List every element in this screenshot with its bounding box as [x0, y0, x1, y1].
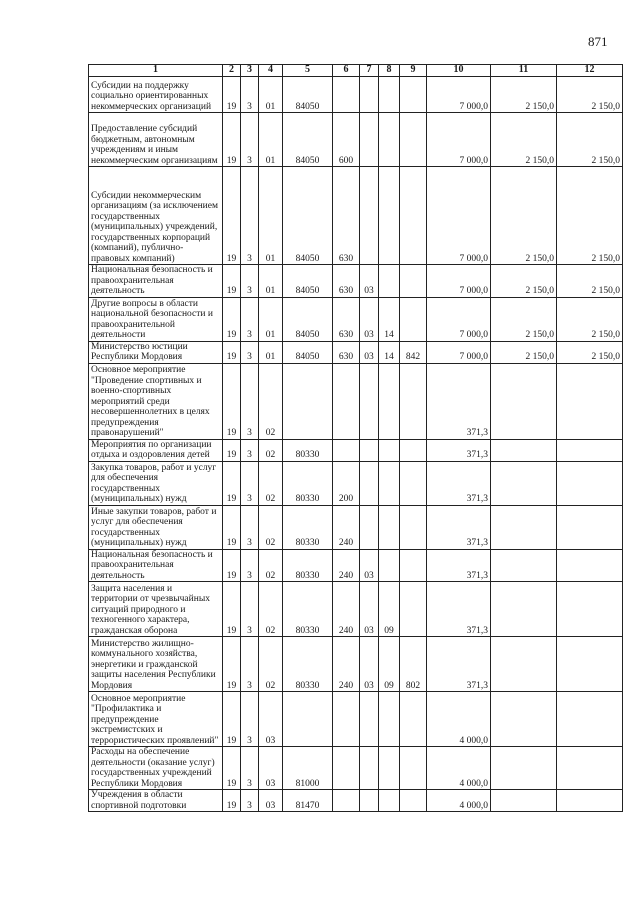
- row-value-cell: 2 150,0: [557, 167, 623, 265]
- row-value-cell: 19: [223, 790, 241, 812]
- row-value-cell: [557, 692, 623, 747]
- row-value-cell: 371,3: [427, 637, 491, 692]
- row-value-cell: 3: [241, 167, 259, 265]
- row-value-cell: [333, 363, 360, 439]
- row-value-cell: [379, 265, 400, 298]
- row-value-cell: 84050: [283, 113, 333, 167]
- row-value-cell: 02: [259, 505, 283, 549]
- row-value-cell: [491, 461, 557, 505]
- table-row: [89, 363, 623, 439]
- row-value-cell: [491, 439, 557, 461]
- row-value-cell: [360, 790, 379, 812]
- row-value-cell: [557, 637, 623, 692]
- row-value-cell: [379, 439, 400, 461]
- header-row: [89, 65, 623, 77]
- row-value-cell: [379, 505, 400, 549]
- row-value-cell: [557, 549, 623, 582]
- row-value-cell: 02: [259, 549, 283, 582]
- row-value-cell: [491, 637, 557, 692]
- row-value-cell: 19: [223, 582, 241, 637]
- row-value-cell: 4 000,0: [427, 692, 491, 747]
- row-name-cell: Учреждения в области спортивной подготовки: [89, 790, 223, 812]
- row-value-cell: 81470: [283, 790, 333, 812]
- row-value-cell: 19: [223, 167, 241, 265]
- row-value-cell: [400, 77, 427, 113]
- row-value-cell: 3: [241, 297, 259, 341]
- row-value-cell: 01: [259, 297, 283, 341]
- column-header: 3: [241, 65, 259, 77]
- row-value-cell: 80330: [283, 439, 333, 461]
- row-value-cell: 03: [360, 582, 379, 637]
- row-value-cell: 630: [333, 341, 360, 363]
- row-name-cell: Защита населения и территории от чрезвычайных ситуаций природного и техногенного характера, гражданская оборона: [89, 582, 223, 637]
- row-name-cell: Министерство жилищно-коммунального хозяйства, энергетики и гражданской защиты населения Республики Мордовия: [89, 637, 223, 692]
- table-row: [89, 747, 623, 790]
- row-value-cell: 3: [241, 461, 259, 505]
- row-value-cell: 02: [259, 363, 283, 439]
- column-header: 5: [283, 65, 333, 77]
- row-value-cell: [379, 461, 400, 505]
- row-value-cell: [491, 505, 557, 549]
- row-value-cell: 19: [223, 439, 241, 461]
- row-value-cell: [400, 265, 427, 298]
- table-body: [89, 77, 623, 812]
- row-value-cell: 3: [241, 439, 259, 461]
- column-header: 4: [259, 65, 283, 77]
- row-value-cell: [400, 167, 427, 265]
- row-value-cell: [557, 790, 623, 812]
- row-value-cell: [379, 77, 400, 113]
- row-name-cell: Мероприятия по организации отдыха и оздоровления детей: [89, 439, 223, 461]
- row-value-cell: [400, 790, 427, 812]
- row-value-cell: [333, 747, 360, 790]
- row-value-cell: [360, 439, 379, 461]
- table-row: [89, 637, 623, 692]
- row-value-cell: [400, 363, 427, 439]
- row-value-cell: [333, 77, 360, 113]
- row-value-cell: 2 150,0: [491, 167, 557, 265]
- row-value-cell: 7 000,0: [427, 77, 491, 113]
- row-value-cell: 84050: [283, 77, 333, 113]
- table-row: [89, 113, 623, 167]
- row-value-cell: [379, 692, 400, 747]
- row-value-cell: [333, 439, 360, 461]
- row-value-cell: [557, 439, 623, 461]
- row-value-cell: 19: [223, 505, 241, 549]
- row-value-cell: [333, 790, 360, 812]
- row-value-cell: [491, 549, 557, 582]
- column-header: 7: [360, 65, 379, 77]
- row-value-cell: 7 000,0: [427, 297, 491, 341]
- table-row: [89, 265, 623, 298]
- table-row: [89, 77, 623, 113]
- row-value-cell: 4 000,0: [427, 747, 491, 790]
- table-row: [89, 549, 623, 582]
- row-value-cell: 01: [259, 265, 283, 298]
- row-value-cell: 2 150,0: [557, 341, 623, 363]
- row-value-cell: 02: [259, 439, 283, 461]
- row-value-cell: 240: [333, 582, 360, 637]
- row-value-cell: 371,3: [427, 505, 491, 549]
- row-value-cell: [400, 297, 427, 341]
- row-value-cell: [333, 692, 360, 747]
- row-value-cell: 3: [241, 265, 259, 298]
- row-name-cell: Субсидии на поддержку социально ориентированных некоммерческих организаций: [89, 77, 223, 113]
- row-value-cell: [557, 582, 623, 637]
- row-name-cell: Закупка товаров, работ и услуг для обеспечения государственных (муниципальных) нужд: [89, 461, 223, 505]
- table-row: [89, 439, 623, 461]
- row-value-cell: 240: [333, 637, 360, 692]
- column-header: 10: [427, 65, 491, 77]
- row-value-cell: 2 150,0: [491, 341, 557, 363]
- row-value-cell: [400, 692, 427, 747]
- row-value-cell: 01: [259, 167, 283, 265]
- row-value-cell: [283, 692, 333, 747]
- row-value-cell: 3: [241, 637, 259, 692]
- row-value-cell: 02: [259, 582, 283, 637]
- row-value-cell: 4 000,0: [427, 790, 491, 812]
- row-value-cell: 630: [333, 265, 360, 298]
- row-value-cell: 3: [241, 692, 259, 747]
- row-value-cell: 2 150,0: [491, 265, 557, 298]
- row-value-cell: 80330: [283, 582, 333, 637]
- column-header: 8: [379, 65, 400, 77]
- row-value-cell: 371,3: [427, 549, 491, 582]
- budget-table: [88, 64, 623, 812]
- row-value-cell: [400, 549, 427, 582]
- row-value-cell: [379, 363, 400, 439]
- row-name-cell: Другие вопросы в области национальной безопасности и правоохранительной деятельности: [89, 297, 223, 341]
- row-value-cell: [360, 77, 379, 113]
- row-name-cell: Национальная безопасность и правоохранительная деятельность: [89, 265, 223, 298]
- row-value-cell: 3: [241, 505, 259, 549]
- row-value-cell: 842: [400, 341, 427, 363]
- row-value-cell: [379, 549, 400, 582]
- column-header: 12: [557, 65, 623, 77]
- row-value-cell: 03: [360, 341, 379, 363]
- row-value-cell: 01: [259, 341, 283, 363]
- page-number: 871: [588, 34, 608, 49]
- row-value-cell: 371,3: [427, 461, 491, 505]
- row-value-cell: [360, 747, 379, 790]
- row-value-cell: 03: [259, 692, 283, 747]
- row-value-cell: 200: [333, 461, 360, 505]
- row-value-cell: 19: [223, 747, 241, 790]
- row-value-cell: 3: [241, 582, 259, 637]
- row-value-cell: 80330: [283, 549, 333, 582]
- row-value-cell: 03: [360, 637, 379, 692]
- row-value-cell: 84050: [283, 297, 333, 341]
- row-value-cell: 09: [379, 582, 400, 637]
- row-value-cell: 09: [379, 637, 400, 692]
- row-value-cell: 3: [241, 790, 259, 812]
- row-name-cell: Министерство юстиции Республики Мордовия: [89, 341, 223, 363]
- row-value-cell: [491, 747, 557, 790]
- row-value-cell: 84050: [283, 167, 333, 265]
- row-name-cell: Расходы на обеспечение деятельности (оказание услуг) государственных учреждений Республики Мордовия: [89, 747, 223, 790]
- row-value-cell: [400, 439, 427, 461]
- row-value-cell: 2 150,0: [557, 113, 623, 167]
- row-value-cell: 371,3: [427, 582, 491, 637]
- row-value-cell: 2 150,0: [557, 77, 623, 113]
- row-value-cell: 03: [360, 265, 379, 298]
- row-value-cell: 19: [223, 549, 241, 582]
- table-row: [89, 167, 623, 265]
- row-value-cell: 19: [223, 461, 241, 505]
- row-value-cell: [360, 461, 379, 505]
- row-value-cell: 3: [241, 747, 259, 790]
- row-value-cell: 14: [379, 341, 400, 363]
- row-name-cell: Субсидии некоммерческим организациям (за исключением государственных (муниципальных) учреждений, государственных корпораций (компаний), публично-правовых компаний): [89, 167, 223, 265]
- row-value-cell: [557, 461, 623, 505]
- row-value-cell: [379, 113, 400, 167]
- table-row: [89, 341, 623, 363]
- column-header: 11: [491, 65, 557, 77]
- table-row: [89, 692, 623, 747]
- row-value-cell: [491, 582, 557, 637]
- row-name-cell: Основное мероприятие "Профилактика и предупреждение экстремистских и террористических проявлений": [89, 692, 223, 747]
- row-value-cell: 630: [333, 297, 360, 341]
- row-value-cell: [400, 113, 427, 167]
- row-value-cell: 19: [223, 77, 241, 113]
- row-value-cell: 7 000,0: [427, 113, 491, 167]
- row-name-cell: Иные закупки товаров, работ и услуг для обеспечения государственных (муниципальных) нужд: [89, 505, 223, 549]
- row-value-cell: 80330: [283, 505, 333, 549]
- row-value-cell: 02: [259, 637, 283, 692]
- row-value-cell: 19: [223, 113, 241, 167]
- row-value-cell: [360, 167, 379, 265]
- row-value-cell: [557, 363, 623, 439]
- row-value-cell: 3: [241, 77, 259, 113]
- row-value-cell: 19: [223, 692, 241, 747]
- row-value-cell: [379, 747, 400, 790]
- row-value-cell: [360, 505, 379, 549]
- row-value-cell: 2 150,0: [557, 265, 623, 298]
- row-value-cell: 03: [360, 297, 379, 341]
- row-value-cell: [360, 692, 379, 747]
- row-value-cell: 2 150,0: [491, 113, 557, 167]
- row-value-cell: 371,3: [427, 439, 491, 461]
- table-row: [89, 505, 623, 549]
- row-value-cell: [491, 790, 557, 812]
- row-value-cell: 19: [223, 265, 241, 298]
- row-value-cell: [400, 582, 427, 637]
- row-value-cell: 80330: [283, 461, 333, 505]
- row-value-cell: 3: [241, 113, 259, 167]
- row-value-cell: 2 150,0: [491, 297, 557, 341]
- column-header: 2: [223, 65, 241, 77]
- row-value-cell: 01: [259, 113, 283, 167]
- row-value-cell: [283, 363, 333, 439]
- row-name-cell: Национальная безопасность и правоохранительная деятельность: [89, 549, 223, 582]
- row-value-cell: 03: [259, 790, 283, 812]
- row-value-cell: 19: [223, 363, 241, 439]
- row-value-cell: 3: [241, 341, 259, 363]
- row-value-cell: 80330: [283, 637, 333, 692]
- row-value-cell: [491, 692, 557, 747]
- row-value-cell: [557, 505, 623, 549]
- row-value-cell: 630: [333, 167, 360, 265]
- row-value-cell: 19: [223, 297, 241, 341]
- row-value-cell: 03: [259, 747, 283, 790]
- row-value-cell: 19: [223, 341, 241, 363]
- row-value-cell: [379, 790, 400, 812]
- row-value-cell: 19: [223, 637, 241, 692]
- table-row: [89, 297, 623, 341]
- row-value-cell: 2 150,0: [491, 77, 557, 113]
- row-value-cell: 7 000,0: [427, 341, 491, 363]
- column-header: 6: [333, 65, 360, 77]
- table-row: [89, 790, 623, 812]
- row-value-cell: 240: [333, 505, 360, 549]
- row-value-cell: 3: [241, 549, 259, 582]
- row-value-cell: 03: [360, 549, 379, 582]
- row-name-cell: Предоставление субсидий бюджетным, автономным учреждениям и иным некоммерческим организациям: [89, 113, 223, 167]
- column-header: 1: [89, 65, 223, 77]
- column-header: 9: [400, 65, 427, 77]
- row-value-cell: 7 000,0: [427, 167, 491, 265]
- row-value-cell: [360, 363, 379, 439]
- row-value-cell: [491, 363, 557, 439]
- table-row: [89, 461, 623, 505]
- table-row: [89, 582, 623, 637]
- row-value-cell: [360, 113, 379, 167]
- row-value-cell: 02: [259, 461, 283, 505]
- row-value-cell: 81000: [283, 747, 333, 790]
- row-value-cell: 2 150,0: [557, 297, 623, 341]
- row-value-cell: [557, 747, 623, 790]
- row-value-cell: 600: [333, 113, 360, 167]
- row-value-cell: 01: [259, 77, 283, 113]
- row-value-cell: 84050: [283, 341, 333, 363]
- row-name-cell: Основное мероприятие "Проведение спортивных и военно-спортивных мероприятий среди несовершеннолетних в целях предупреждения правонарушений": [89, 363, 223, 439]
- row-value-cell: 14: [379, 297, 400, 341]
- row-value-cell: [400, 747, 427, 790]
- row-value-cell: 371,3: [427, 363, 491, 439]
- row-value-cell: 7 000,0: [427, 265, 491, 298]
- row-value-cell: [379, 167, 400, 265]
- row-value-cell: 3: [241, 363, 259, 439]
- row-value-cell: [400, 505, 427, 549]
- row-value-cell: [400, 461, 427, 505]
- row-value-cell: 802: [400, 637, 427, 692]
- row-value-cell: 84050: [283, 265, 333, 298]
- row-value-cell: 240: [333, 549, 360, 582]
